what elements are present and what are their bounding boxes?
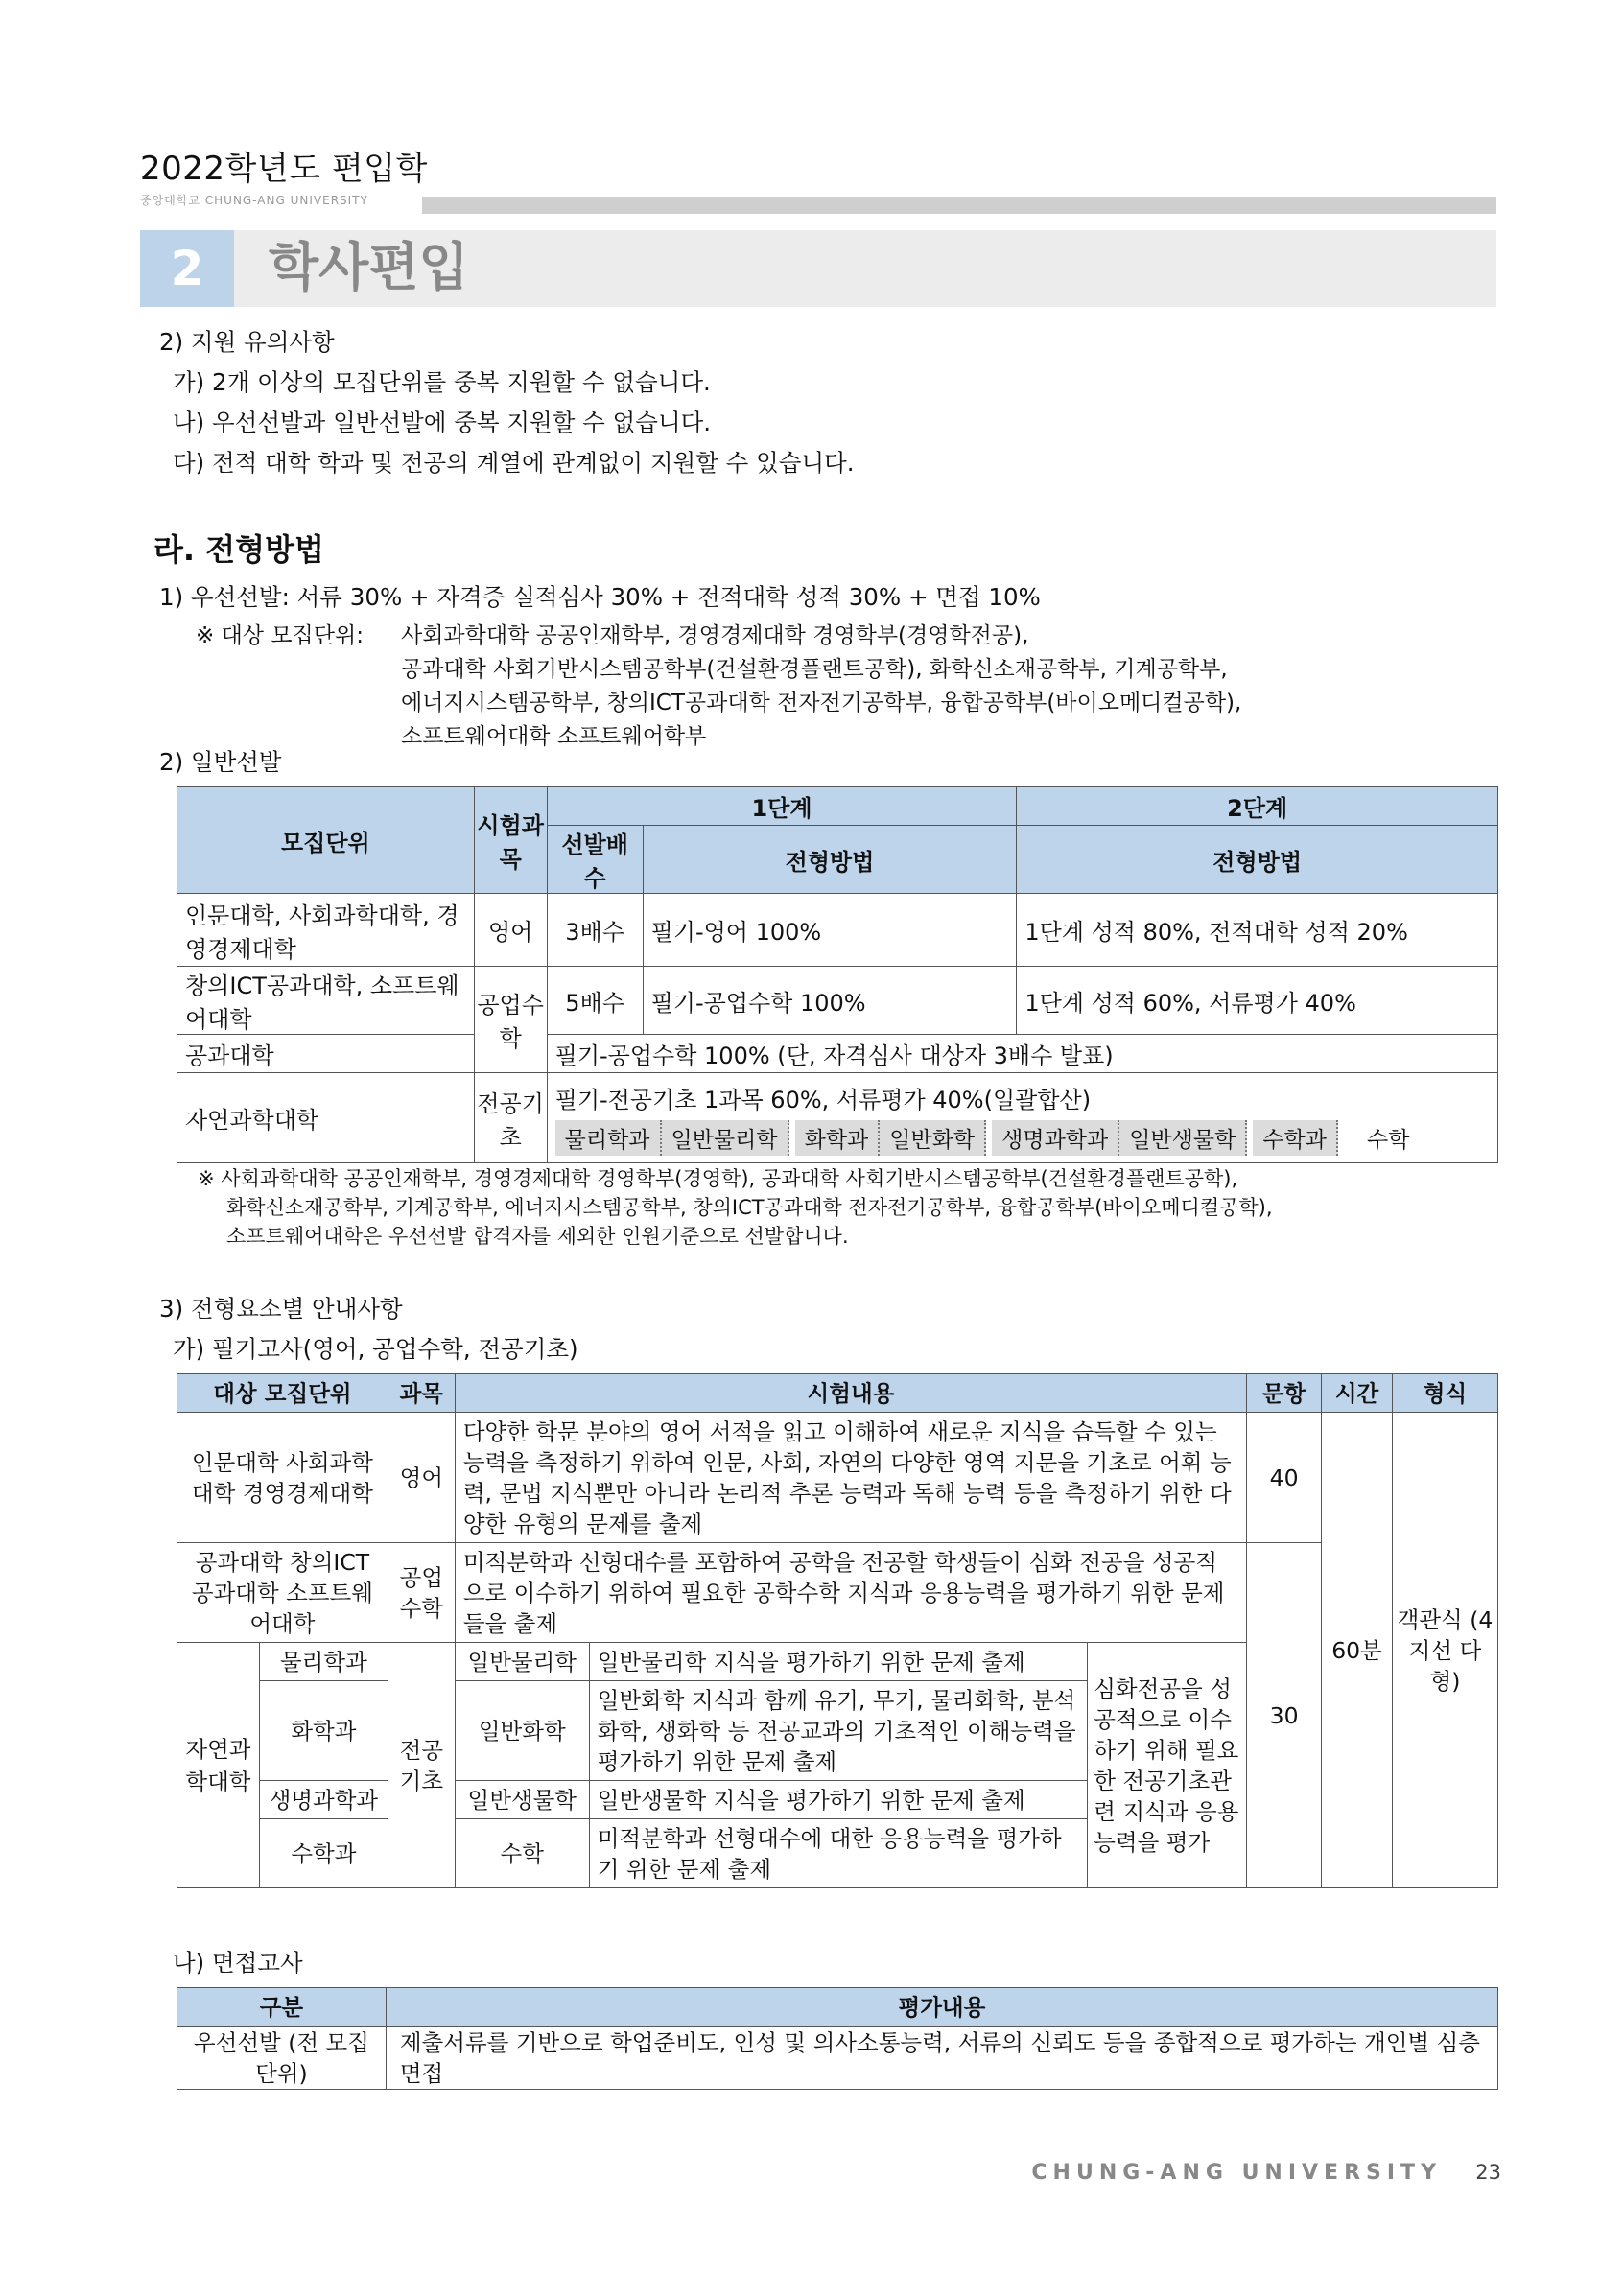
subject-cell: 공업수학 bbox=[474, 967, 547, 1073]
dept-cell: 생명과학과 bbox=[259, 1781, 388, 1819]
nat-subject-cell: 일반물리학 bbox=[455, 1643, 589, 1681]
subject-label: 일반생물학 bbox=[1119, 1120, 1247, 1156]
nat-content-cell: 일반화학 지식과 함께 유기, 무기, 물리화학, 분석화학, 생화학 등 전공교과의 기초적인 이해능력을 평가하기 위한 문제 출제 bbox=[589, 1681, 1088, 1781]
nat-content-cell: 미적분학과 선형대수에 대한 응용능력을 평가하기 위한 문제 출제 bbox=[589, 1819, 1088, 1888]
interview-heading: 나) 면접고사 bbox=[173, 1949, 303, 1977]
method1-cell: 필기-공업수학 100% bbox=[643, 967, 1017, 1035]
priority-units: 사회과학대학 공공인재학부, 경영경제대학 경영학부(경영학전공), 공과대학 사회기반시스템공학부(건설환경플랜트공학), 화학신소재공학부, 기계공학부, 에너지시스템공학부, 창의ICT공과대학 전자전기공학부, 융합공학부(바이오메디컬공학), 소프트웨어대학 소프트웨어학부 bbox=[401, 623, 1242, 749]
th-questions: 문항 bbox=[1247, 1374, 1322, 1413]
unit-cell: 공과대학 bbox=[177, 1035, 475, 1073]
method2-cell: 1단계 성적 60%, 서류평가 40% bbox=[1017, 967, 1498, 1035]
unit-cell: 인문대학 사회과학대학 경영경제대학 bbox=[177, 1413, 388, 1543]
questions-cell: 30 bbox=[1247, 1543, 1322, 1888]
footer-university: CHUNG-ANG UNIVERSITY bbox=[1031, 2161, 1442, 2185]
unit-cell: 공과대학 창의ICT공과대학 소프트웨어대학 bbox=[177, 1543, 388, 1643]
priority-units-label: ※ 대상 모집단위: bbox=[196, 623, 364, 648]
subject-cell: 전공기초 bbox=[474, 1073, 547, 1163]
th-form: 형식 bbox=[1393, 1374, 1498, 1413]
type-cell: 우선선발 (전 모집단위) bbox=[177, 2027, 387, 2090]
time-cell: 60분 bbox=[1322, 1413, 1393, 1888]
nat-subject-cell: 일반화학 bbox=[455, 1681, 589, 1781]
note-item: 가) 2개 이상의 모집단위를 중복 지원할 수 없습니다. bbox=[173, 368, 711, 396]
notes-heading: 2) 지원 유의사항 bbox=[159, 328, 335, 356]
nat-college-cell: 자연과학대학 bbox=[177, 1643, 260, 1888]
subject-cell: 영어 bbox=[474, 894, 547, 967]
subject-mapping bbox=[555, 1120, 1490, 1156]
th-content: 시험내용 bbox=[455, 1374, 1246, 1413]
dept-label: 물리학과 bbox=[555, 1120, 662, 1156]
dept-label: 생명과학과 bbox=[992, 1120, 1119, 1156]
th-ratio: 선발배수 bbox=[547, 826, 643, 894]
method-cell: 필기-공업수학 100% (단, 자격심사 대상자 3배수 발표) bbox=[547, 1035, 1497, 1073]
dept-label: 화학과 bbox=[795, 1120, 881, 1156]
page-number: 23 bbox=[1475, 2161, 1501, 2184]
th-subject: 시험과목 bbox=[474, 787, 547, 894]
page-header-title: 2022학년도 편입학 bbox=[140, 150, 428, 188]
nat-subject-cell: 일반생물학 bbox=[455, 1781, 589, 1819]
form-cell: 객관식 (4지선 다형) bbox=[1393, 1413, 1498, 1888]
th-stage2: 2단계 bbox=[1017, 787, 1498, 826]
note-item: 나) 우선선발과 일반선발에 중복 지원할 수 없습니다. bbox=[173, 409, 712, 436]
ratio-cell: 3배수 bbox=[547, 894, 643, 967]
dept-label: 수학과 bbox=[1253, 1120, 1338, 1156]
th-unit: 모집단위 bbox=[177, 787, 475, 894]
nat-common-cell: 심화전공을 성공적으로 이수하기 위해 필요한 전공기초관련 지식과 응용능력을 평가 bbox=[1088, 1643, 1247, 1888]
th-stage1: 1단계 bbox=[547, 787, 1017, 826]
table-note: ※ 사회과학대학 공공인재학부, 경영경제대학 경영학부(경영학), 공과대학 사회기반시스템공학부(건설환경플랜트공학), 화학신소재공학부, 기계공학부, 에너지시스템공학부, 창의ICT공과대학 전자전기공학부, 융합공학부(바이오메디컬공학), 소프트웨어대학은 우선선발 합격자를 제외한 인원기준으로 선발합니다. bbox=[198, 1167, 1273, 1248]
subject-label: 일반화학 bbox=[880, 1120, 986, 1156]
method2-cell: 1단계 성적 80%, 전적대학 성적 20% bbox=[1017, 894, 1498, 967]
written-exam-table bbox=[177, 1373, 1498, 1888]
subject-cell: 전공기초 bbox=[388, 1643, 455, 1888]
subject-label: 수학 bbox=[1338, 1120, 1438, 1156]
written-exam-heading: 가) 필기고사(영어, 공업수학, 전공기초) bbox=[173, 1335, 578, 1363]
questions-cell: 40 bbox=[1247, 1413, 1322, 1543]
guide-heading: 3) 전형요소별 안내사항 bbox=[159, 1295, 403, 1323]
th-unit: 대상 모집단위 bbox=[177, 1374, 388, 1413]
priority-selection: 1) 우선선발: 서류 30% + 자격증 실적심사 30% + 전적대학 성적 30% + 면접 10% bbox=[159, 583, 1041, 611]
unit-cell: 창의ICT공과대학, 소프트웨어대학 bbox=[177, 967, 475, 1035]
th-subject: 과목 bbox=[388, 1374, 455, 1413]
header-divider bbox=[422, 197, 1496, 214]
content-cell: 제출서류를 기반으로 학업준비도, 인성 및 의사소통능력, 서류의 신뢰도 등을 종합적으로 평가하는 개인별 심층면접 bbox=[386, 2027, 1497, 2090]
university-subtitle: 중앙대학교 CHUNG-ANG UNIVERSITY bbox=[140, 194, 368, 207]
th-method2: 전형방법 bbox=[1017, 826, 1498, 894]
ratio-cell: 5배수 bbox=[547, 967, 643, 1035]
dept-cell: 물리학과 bbox=[259, 1643, 388, 1681]
nat-subject-cell: 수학 bbox=[455, 1819, 589, 1888]
dept-cell: 수학과 bbox=[259, 1819, 388, 1888]
content-cell: 미적분학과 선형대수를 포함하여 공학을 전공할 학생들이 심화 전공을 성공적으로 이수하기 위하여 필요한 공학수학 지식과 응용능력을 평가하기 위한 문제들을 출제 bbox=[455, 1543, 1246, 1643]
unit-cell: 자연과학대학 bbox=[177, 1073, 475, 1163]
th-content: 평가내용 bbox=[386, 1988, 1497, 2027]
subject-cell: 영어 bbox=[388, 1413, 455, 1543]
th-type: 구분 bbox=[177, 1988, 387, 2027]
section-number: 2 bbox=[140, 230, 234, 307]
method-heading: 라. 전형방법 bbox=[153, 531, 324, 568]
content-cell: 다양한 학문 분야의 영어 서적을 읽고 이해하여 새로운 지식을 습득할 수 있는 능력을 측정하기 위하여 인문, 사회, 자연의 다양한 영역 지문을 기초로 어휘 능력, 문법 지식뿐만 아니라 논리적 추론 능력과 독해 능력 등을 측정하기 위한 다양한 유형의 문제를 출제 bbox=[455, 1413, 1246, 1543]
subject-label: 일반물리학 bbox=[662, 1120, 789, 1156]
nat-content-cell: 일반생물학 지식을 평가하기 위한 문제 출제 bbox=[589, 1781, 1088, 1819]
unit-cell: 인문대학, 사회과학대학, 경영경제대학 bbox=[177, 894, 475, 967]
subject-cell: 공업수학 bbox=[388, 1543, 455, 1643]
nat-content-cell: 일반물리학 지식을 평가하기 위한 문제 출제 bbox=[589, 1643, 1088, 1681]
section-title: 학사편입 bbox=[269, 237, 469, 297]
th-method1: 전형방법 bbox=[643, 826, 1017, 894]
interview-table bbox=[177, 1987, 1498, 2090]
selection-table bbox=[177, 786, 1498, 1163]
method-cell: 필기-전공기초 1과목 60%, 서류평가 40%(일괄합산) 물리학과 일반물리학 화학과 일반화학 생명과학과 일반생물학 수학과 수학 bbox=[547, 1073, 1497, 1163]
method1-cell: 필기-영어 100% bbox=[643, 894, 1017, 967]
dept-cell: 화학과 bbox=[259, 1681, 388, 1781]
th-time: 시간 bbox=[1322, 1374, 1393, 1413]
general-selection: 2) 일반선발 bbox=[159, 748, 282, 776]
note-item: 다) 전적 대학 학과 및 전공의 계열에 관계없이 지원할 수 있습니다. bbox=[173, 449, 855, 477]
